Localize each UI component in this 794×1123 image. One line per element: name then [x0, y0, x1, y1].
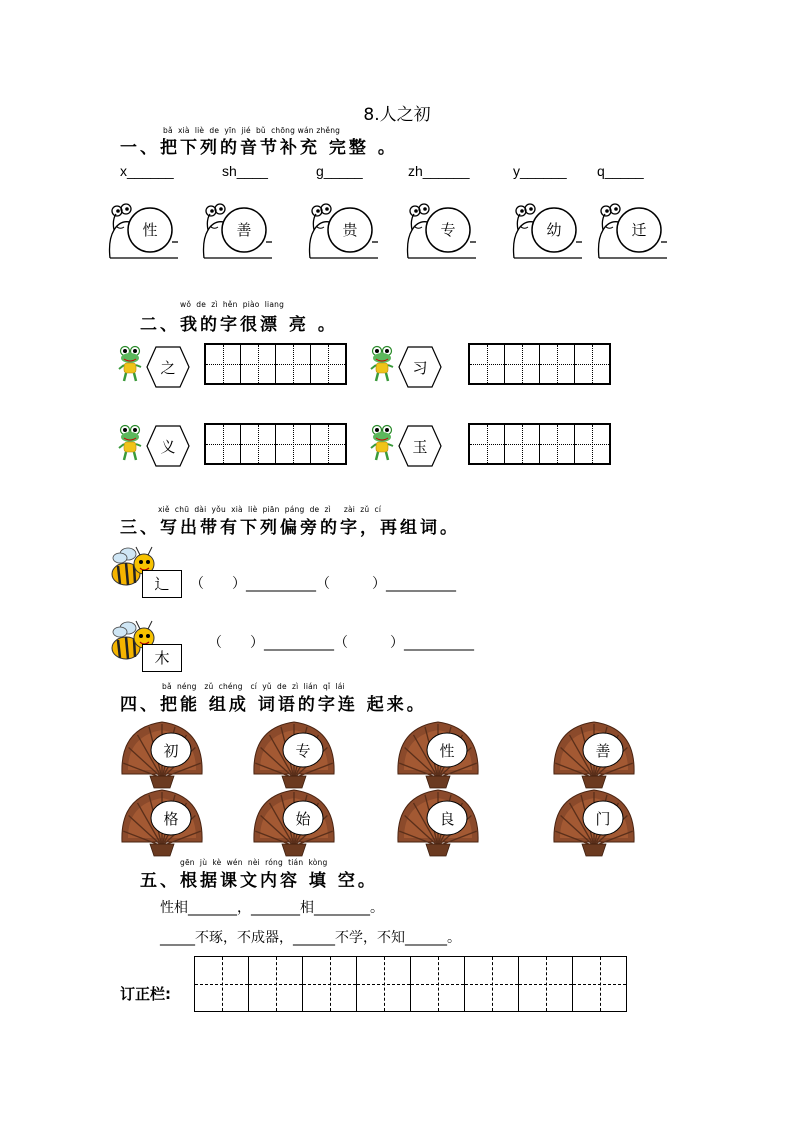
- section3-pinyin: xiě chū dài yǒu xià liè piān páng de zì zài zǔ cí: [158, 505, 382, 514]
- section2-heading: 二、我的字很漂 亮 。: [140, 315, 338, 335]
- writing-cell[interactable]: [311, 425, 345, 463]
- snail-character: 性: [142, 221, 158, 239]
- model-character: 玉: [412, 438, 428, 456]
- writing-cell[interactable]: [505, 345, 540, 383]
- radical-answer-line-2[interactable]: （ ）__________（ ）__________: [208, 635, 474, 651]
- section5-pinyin: gēn jù kè wén nèi róng tián kòng: [180, 858, 328, 867]
- radical-box-chuo: 辶: [142, 570, 182, 598]
- correction-cell[interactable]: [465, 957, 519, 1011]
- model-character: 之: [160, 359, 176, 377]
- syllable-blank-x[interactable]: x______: [120, 163, 174, 179]
- frog-icon: [370, 424, 394, 466]
- correction-cell[interactable]: [303, 957, 357, 1011]
- correction-cell[interactable]: [249, 957, 303, 1011]
- section4-pinyin: bǎ néng zǔ chéng cí yǔ de zì lián qǐ lái: [162, 682, 345, 691]
- section1-pinyin: bǎ xià liè de yīn jié bǔ chōng wán zhěng: [163, 126, 341, 135]
- snail-character: 善: [236, 221, 252, 239]
- snail-character: 贵: [342, 221, 358, 239]
- shell-character: 始: [295, 810, 311, 828]
- correction-label: 订正栏:: [120, 985, 171, 1003]
- fill-blank-line-1[interactable]: 性相_______，_______相________。: [160, 900, 384, 916]
- writing-cell[interactable]: [575, 345, 609, 383]
- shell-character: 门: [595, 810, 611, 828]
- frog-icon: [370, 345, 394, 387]
- snail-character: 幼: [546, 221, 562, 239]
- writing-cell[interactable]: [540, 345, 575, 383]
- radical-answer-line-1[interactable]: （ ）__________（ ）__________: [190, 576, 456, 592]
- syllable-blank-sh[interactable]: sh____: [222, 163, 268, 179]
- shell-character: 性: [439, 742, 455, 760]
- section1-heading: 一、把下列的音节补充 完整 。: [120, 138, 398, 158]
- section4-heading: 四、把能 组成 词语的字连 起来。: [120, 695, 427, 715]
- shell-character: 善: [595, 742, 611, 760]
- writing-grid[interactable]: [204, 423, 347, 465]
- writing-grid[interactable]: [204, 343, 347, 385]
- radical-box-mu: 木: [142, 644, 182, 672]
- writing-cell[interactable]: [505, 425, 540, 463]
- shell-character: 良: [439, 810, 455, 828]
- snail-character: 专: [440, 221, 456, 239]
- correction-cell[interactable]: [357, 957, 411, 1011]
- writing-cell[interactable]: [470, 345, 505, 383]
- writing-cell[interactable]: [276, 345, 311, 383]
- writing-cell[interactable]: [575, 425, 609, 463]
- model-character: 习: [412, 359, 428, 377]
- shell-character: 初: [163, 742, 179, 760]
- writing-cell[interactable]: [206, 345, 241, 383]
- shell-character: 专: [295, 742, 311, 760]
- correction-cell[interactable]: [519, 957, 573, 1011]
- fill-blank-line-2[interactable]: _____不琢，不成器，______不学，不知______。: [160, 930, 461, 946]
- syllable-blank-zh[interactable]: zh______: [408, 163, 470, 179]
- writing-grid[interactable]: [468, 423, 611, 465]
- writing-cell[interactable]: [540, 425, 575, 463]
- syllable-blank-g[interactable]: g_____: [316, 163, 363, 179]
- page-title: 8.人之初: [363, 105, 431, 125]
- writing-cell[interactable]: [241, 425, 276, 463]
- writing-cell[interactable]: [311, 345, 345, 383]
- writing-cell[interactable]: [241, 345, 276, 383]
- section5-heading: 五、根据课文内容 填 空。: [140, 871, 378, 891]
- section2-pinyin: wǒ de zì hěn piào liang: [180, 300, 285, 309]
- correction-cell[interactable]: [195, 957, 249, 1011]
- frog-icon: [118, 424, 142, 466]
- correction-cell[interactable]: [573, 957, 626, 1011]
- model-character: 义: [160, 438, 176, 456]
- shell-character: 格: [163, 810, 179, 828]
- correction-cell[interactable]: [411, 957, 465, 1011]
- writing-cell[interactable]: [276, 425, 311, 463]
- syllable-blank-y[interactable]: y______: [513, 163, 567, 179]
- snail-character: 迁: [631, 221, 647, 239]
- writing-grid[interactable]: [468, 343, 611, 385]
- section3-heading: 三、写出带有下列偏旁的字，再组词。: [120, 518, 460, 538]
- writing-cell[interactable]: [470, 425, 505, 463]
- correction-grid[interactable]: [194, 956, 627, 1012]
- syllable-blank-q[interactable]: q_____: [597, 163, 644, 179]
- frog-icon: [118, 345, 142, 387]
- writing-cell[interactable]: [206, 425, 241, 463]
